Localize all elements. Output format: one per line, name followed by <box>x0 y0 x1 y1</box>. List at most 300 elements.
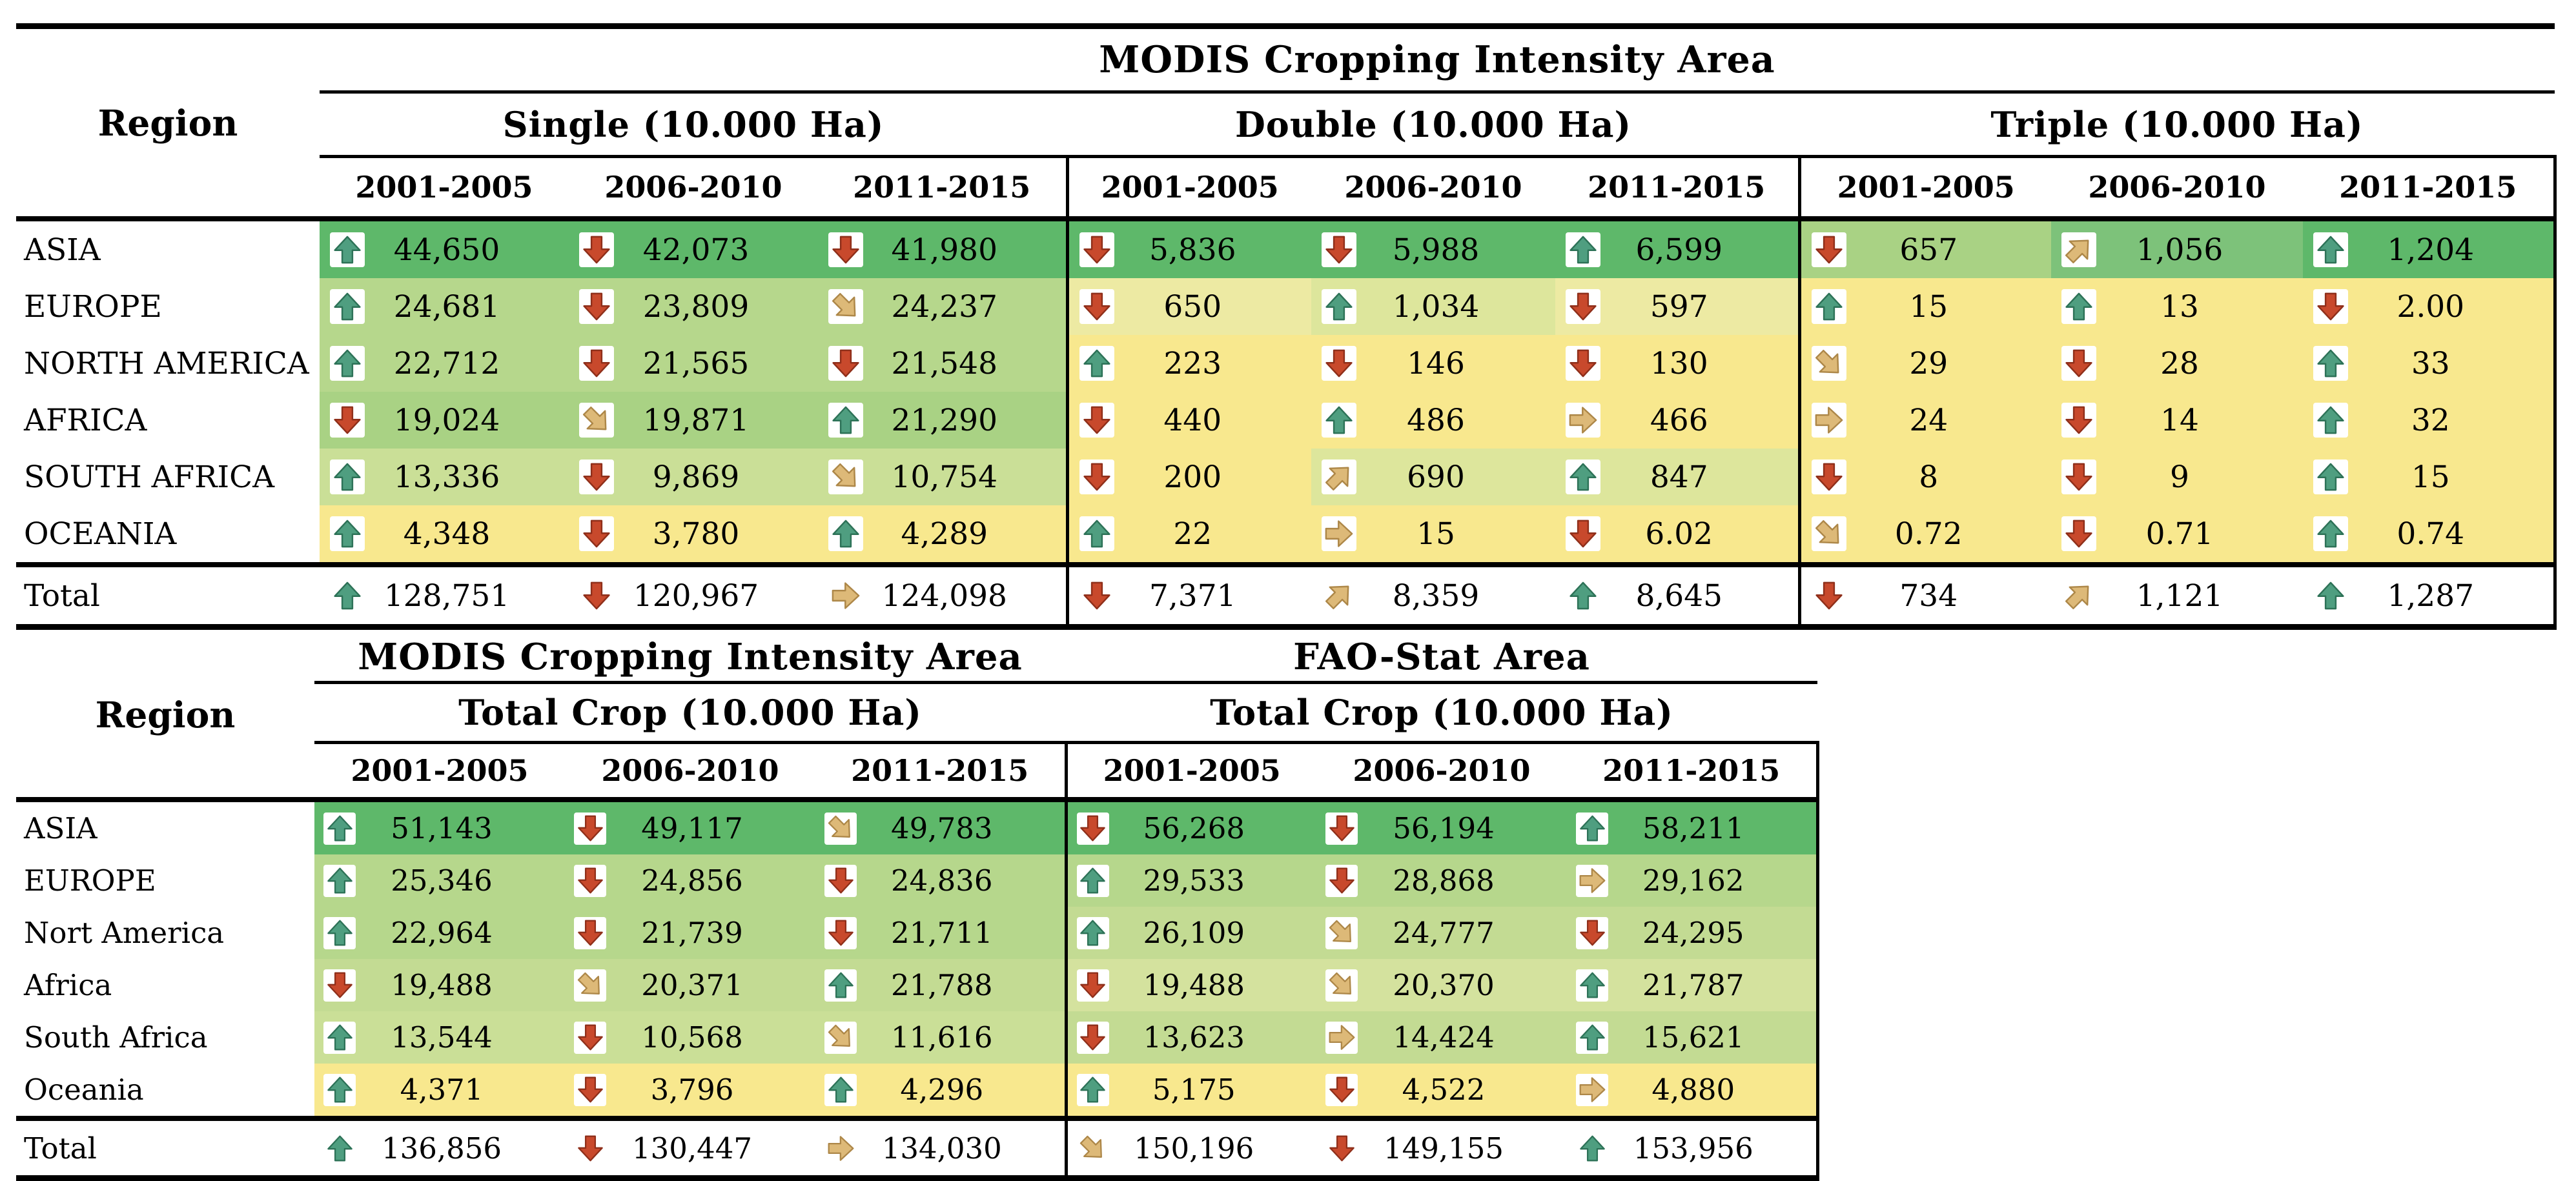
trend-up-icon <box>323 813 356 845</box>
cell-value: 0.71 <box>2145 516 2214 552</box>
cell-value: 24 <box>1909 402 1948 438</box>
trend-down-icon <box>1079 459 1114 494</box>
cell-value: 26,109 <box>1143 916 1245 950</box>
data-cell <box>314 800 565 854</box>
data-cell <box>1316 1118 1567 1178</box>
cell-content <box>1068 811 1317 845</box>
table-row <box>16 278 2555 335</box>
cell-value: 0.74 <box>2397 516 2465 552</box>
trend-down-right-icon <box>824 813 857 845</box>
data-cell <box>1555 505 1799 565</box>
cell-content <box>1316 1020 1567 1055</box>
data-cell <box>2051 505 2303 565</box>
data-cell <box>1067 449 1311 505</box>
cell-content <box>314 1131 565 1166</box>
cell-content <box>320 289 569 325</box>
data-cell <box>1311 565 1555 627</box>
data-cell <box>818 505 1067 565</box>
cell-value: 15 <box>1909 288 1948 325</box>
cell-content <box>1801 232 2052 268</box>
trend-down-right-icon <box>1077 1132 1109 1164</box>
data-cell <box>565 907 815 959</box>
cell-content <box>1311 578 1555 614</box>
data-cell <box>569 449 818 505</box>
period-header: 2001-2005 <box>320 157 569 219</box>
cell-value: 124,098 <box>881 578 1007 614</box>
cell-value: 4,296 <box>900 1073 984 1107</box>
cell-content <box>1311 289 1555 325</box>
cell-content <box>1068 1131 1317 1166</box>
cell-value: 150,196 <box>1134 1131 1254 1166</box>
cell-content <box>314 968 565 1002</box>
cell-value: 22,712 <box>393 345 500 381</box>
data-cell <box>1316 1064 1567 1118</box>
table-title: MODIS Cropping Intensity Area <box>320 26 2555 92</box>
trend-up-icon <box>1576 1022 1608 1054</box>
data-cell <box>815 1011 1066 1064</box>
cell-content <box>1555 289 1798 325</box>
data-cell <box>2051 335 2303 392</box>
trend-down-right-icon <box>1812 346 1846 381</box>
trend-up-icon <box>1077 1074 1109 1106</box>
trend-up-icon <box>330 289 365 324</box>
data-cell <box>565 854 815 907</box>
trend-up-icon <box>330 578 365 613</box>
trend-up-icon <box>323 1132 356 1164</box>
table-row <box>16 505 2555 565</box>
cell-content <box>1801 516 2052 552</box>
data-cell <box>2303 565 2555 627</box>
cell-value: 10,568 <box>641 1020 743 1055</box>
total-crop-comparison-table <box>16 632 1819 1181</box>
data-cell <box>1799 219 2051 278</box>
cell-value: 11,616 <box>891 1020 993 1055</box>
data-cell <box>815 854 1066 907</box>
cell-content <box>569 403 818 438</box>
cell-content <box>1316 968 1567 1002</box>
trend-right-icon <box>1576 1074 1608 1106</box>
region-label: AFRICA <box>16 392 320 449</box>
cell-content <box>320 403 569 438</box>
cell-value: 21,787 <box>1642 968 1744 1002</box>
cell-content <box>314 863 565 898</box>
cell-content <box>815 1131 1065 1166</box>
data-cell <box>818 449 1067 505</box>
trend-right-icon <box>824 1132 857 1164</box>
data-cell <box>2303 335 2555 392</box>
data-cell <box>1066 959 1316 1011</box>
period-header: 2006-2010 <box>569 157 818 219</box>
cell-content <box>569 516 818 552</box>
cell-content <box>1567 1020 1816 1055</box>
cell-value: 223 <box>1163 345 1222 381</box>
cell-value: 20,370 <box>1393 968 1495 1002</box>
period-header: 2006-2010 <box>565 743 815 800</box>
trend-down-icon <box>1325 865 1358 897</box>
cell-value: 1,121 <box>2136 578 2223 614</box>
data-cell <box>1067 565 1311 627</box>
cell-content <box>314 1020 565 1055</box>
data-cell <box>565 1118 815 1178</box>
trend-down-icon <box>579 289 614 324</box>
total-label: Total <box>16 565 320 627</box>
cell-value: 200 <box>1163 459 1222 495</box>
cell-content <box>2303 232 2553 268</box>
cell-content <box>569 459 818 495</box>
region-label: ASIA <box>16 800 314 854</box>
cell-content <box>818 346 1066 381</box>
data-cell <box>2051 278 2303 335</box>
cell-content <box>314 916 565 950</box>
modis-cropping-intensity-table <box>16 23 2557 630</box>
cell-value: 28 <box>2160 345 2199 381</box>
cell-content <box>1801 346 2052 381</box>
cell-value: 13 <box>2160 288 2199 325</box>
cell-content <box>1069 578 1312 614</box>
data-cell <box>818 565 1067 627</box>
table-row <box>16 1011 1817 1064</box>
data-cell <box>815 800 1066 854</box>
cell-content <box>320 232 569 268</box>
table-row <box>16 219 2555 278</box>
trend-down-icon <box>574 865 606 897</box>
cell-value: 146 <box>1407 345 1465 381</box>
cell-content <box>2303 403 2553 438</box>
data-cell <box>314 1064 565 1118</box>
cell-value: 14 <box>2160 402 2199 438</box>
data-cell <box>565 1011 815 1064</box>
cell-content <box>569 578 818 614</box>
cell-value: 4,880 <box>1651 1073 1735 1107</box>
cell-content <box>565 1131 815 1166</box>
cell-value: 24,237 <box>891 288 997 325</box>
cell-value: 1,204 <box>2387 232 2475 268</box>
data-cell <box>2051 392 2303 449</box>
trend-down-icon <box>2061 346 2096 381</box>
data-cell <box>1311 278 1555 335</box>
table-row <box>16 854 1817 907</box>
trend-down-icon <box>1325 813 1358 845</box>
cell-value: 6,599 <box>1635 232 1723 268</box>
cell-content <box>314 811 565 845</box>
table-row <box>16 335 2555 392</box>
data-cell <box>1555 392 1799 449</box>
trend-up-icon <box>330 516 365 551</box>
data-cell <box>2303 219 2555 278</box>
period-header: 2011-2015 <box>1567 743 1817 800</box>
cell-content <box>1311 346 1555 381</box>
cell-content <box>1069 459 1312 495</box>
cell-content <box>1316 863 1567 898</box>
cell-content <box>2303 346 2553 381</box>
cell-content <box>815 916 1065 950</box>
cell-value: 657 <box>1899 232 1958 268</box>
data-cell <box>1316 959 1567 1011</box>
trend-up-icon <box>323 1022 356 1054</box>
cell-value: 56,268 <box>1143 811 1245 845</box>
data-cell <box>314 854 565 907</box>
total-label: Total <box>16 1118 314 1178</box>
trend-down-right-icon <box>574 969 606 1002</box>
table-row <box>16 392 2555 449</box>
trend-up-icon <box>828 516 863 551</box>
region-label: Oceania <box>16 1064 314 1118</box>
cell-value: 134,030 <box>881 1131 1002 1166</box>
data-cell <box>565 800 815 854</box>
data-cell <box>1555 449 1799 505</box>
cell-value: 1,034 <box>1392 288 1480 325</box>
trend-up-icon <box>323 1074 356 1106</box>
data-cell <box>818 278 1067 335</box>
cell-value: 24,295 <box>1642 916 1744 950</box>
data-cell <box>1799 449 2051 505</box>
data-cell <box>2303 449 2555 505</box>
data-cell <box>1555 278 1799 335</box>
trend-right-icon <box>1325 1022 1358 1054</box>
cell-value: 29,533 <box>1143 863 1245 898</box>
cell-content <box>818 232 1066 268</box>
cell-value: 486 <box>1407 402 1465 438</box>
region-label: OCEANIA <box>16 505 320 565</box>
cell-value: 19,488 <box>391 968 493 1002</box>
data-cell <box>569 219 818 278</box>
data-cell <box>1567 800 1817 854</box>
trend-down-icon <box>828 346 863 381</box>
period-header: 2011-2015 <box>818 157 1067 219</box>
trend-down-icon <box>2061 403 2096 438</box>
region-column-header: Region <box>16 26 320 219</box>
table-row <box>16 959 1817 1011</box>
trend-down-icon <box>1325 1132 1358 1164</box>
cell-value: 0.72 <box>1894 516 1963 552</box>
cell-value: 10,754 <box>891 459 997 495</box>
cell-content <box>320 516 569 552</box>
cell-content <box>1567 863 1816 898</box>
trend-down-right-icon <box>1812 516 1846 551</box>
cell-content <box>565 1073 815 1107</box>
data-cell <box>1067 392 1311 449</box>
trend-down-icon <box>1077 1022 1109 1054</box>
trend-up-icon <box>1322 403 1356 438</box>
cell-content <box>314 1073 565 1107</box>
data-cell <box>569 335 818 392</box>
cell-value: 22 <box>1173 516 1212 552</box>
trend-up-icon <box>2313 403 2348 438</box>
cell-content <box>2303 459 2553 495</box>
cell-value: 128,751 <box>383 578 510 614</box>
group-header: Total Crop (10.000 Ha) <box>314 683 1066 743</box>
data-cell <box>1066 907 1316 959</box>
cell-content <box>1316 1073 1567 1107</box>
cell-content <box>1801 289 2052 325</box>
cell-content <box>1555 403 1798 438</box>
data-cell <box>1567 907 1817 959</box>
cell-content <box>565 811 815 845</box>
data-cell <box>1067 219 1311 278</box>
data-cell <box>1799 565 2051 627</box>
cell-content <box>1567 1073 1816 1107</box>
cell-value: 847 <box>1650 459 1708 495</box>
trend-down-icon <box>1566 289 1600 324</box>
group-header: Total Crop (10.000 Ha) <box>1066 683 1817 743</box>
trend-up-icon <box>1322 289 1356 324</box>
cell-value: 21,565 <box>642 345 750 381</box>
cell-value: 19,024 <box>393 402 500 438</box>
cell-value: 4,371 <box>400 1073 484 1107</box>
trend-down-icon <box>1812 232 1846 267</box>
cell-value: 21,788 <box>891 968 993 1002</box>
cell-value: 3,780 <box>652 516 740 552</box>
cell-value: 440 <box>1163 402 1222 438</box>
trend-down-icon <box>579 516 614 551</box>
cell-value: 21,290 <box>891 402 997 438</box>
trend-down-icon <box>1079 403 1114 438</box>
data-cell <box>314 1118 565 1178</box>
cell-content <box>1068 1020 1317 1055</box>
cell-value: 5,175 <box>1152 1073 1236 1107</box>
trend-down-icon <box>1077 813 1109 845</box>
table-row <box>16 1064 1817 1118</box>
data-cell <box>1316 907 1567 959</box>
cell-value: 42,073 <box>642 232 750 268</box>
trend-down-icon <box>2061 459 2096 494</box>
trend-down-icon <box>579 346 614 381</box>
cell-content <box>818 403 1066 438</box>
cell-value: 29 <box>1909 345 1948 381</box>
data-cell <box>1567 959 1817 1011</box>
trend-up-icon <box>1566 459 1600 494</box>
cell-content <box>1069 516 1312 552</box>
trend-up-icon <box>2313 516 2348 551</box>
data-cell <box>565 959 815 1011</box>
cell-content <box>815 1020 1065 1055</box>
cell-value: 44,650 <box>393 232 500 268</box>
trend-down-icon <box>1325 1074 1358 1106</box>
trend-up-icon <box>1576 969 1608 1002</box>
trend-up-icon <box>1077 865 1109 897</box>
data-cell <box>1316 800 1567 854</box>
cell-value: 6.02 <box>1645 516 1713 552</box>
cell-value: 4,522 <box>1402 1073 1486 1107</box>
trend-up-icon <box>1576 1132 1608 1164</box>
cell-content <box>1316 1131 1567 1166</box>
data-cell <box>320 449 569 505</box>
cell-value: 734 <box>1899 578 1958 614</box>
trend-down-right-icon <box>824 1022 857 1054</box>
cell-value: 13,336 <box>393 459 500 495</box>
cell-content <box>1311 516 1555 552</box>
data-cell <box>2303 505 2555 565</box>
trend-down-icon <box>574 1074 606 1106</box>
cell-value: 8,645 <box>1635 578 1723 614</box>
cell-value: 21,711 <box>891 916 993 950</box>
data-cell <box>815 907 1066 959</box>
cell-value: 33 <box>2411 345 2450 381</box>
cell-value: 24,856 <box>641 863 743 898</box>
cell-value: 56,194 <box>1393 811 1495 845</box>
cell-value: 22,964 <box>391 916 493 950</box>
trend-up-icon <box>330 459 365 494</box>
cell-value: 49,783 <box>891 811 993 845</box>
cell-content <box>565 968 815 1002</box>
trend-up-icon <box>824 1074 857 1106</box>
table-row <box>16 907 1817 959</box>
cell-value: 8 <box>1919 459 1939 495</box>
cell-content <box>1311 403 1555 438</box>
data-cell <box>815 1064 1066 1118</box>
data-cell <box>1066 854 1316 907</box>
cell-value: 15 <box>2411 459 2450 495</box>
cell-content <box>815 811 1065 845</box>
cell-content <box>1069 403 1312 438</box>
data-cell <box>569 278 818 335</box>
trend-up-icon <box>1812 289 1846 324</box>
data-cell <box>320 565 569 627</box>
cell-value: 21,548 <box>891 345 997 381</box>
cell-content <box>818 516 1066 552</box>
table-row <box>16 800 1817 854</box>
total-row <box>16 565 2555 627</box>
cell-value: 32 <box>2411 402 2450 438</box>
data-cell <box>569 565 818 627</box>
data-cell <box>1066 1118 1316 1178</box>
cell-content <box>1555 346 1798 381</box>
data-cell <box>314 959 565 1011</box>
data-cell <box>1567 1064 1817 1118</box>
cell-content <box>565 916 815 950</box>
data-cell <box>1555 565 1799 627</box>
cell-content <box>1567 916 1816 950</box>
cell-content <box>1311 459 1555 495</box>
trend-down-icon <box>579 459 614 494</box>
data-cell <box>815 959 1066 1011</box>
trend-down-icon <box>574 1022 606 1054</box>
trend-down-icon <box>1812 578 1846 613</box>
trend-up-icon <box>330 232 365 267</box>
cell-value: 4,348 <box>403 516 491 552</box>
t1-body <box>16 219 2555 627</box>
trend-up-right-icon <box>2061 578 2096 613</box>
trend-up-icon <box>2061 289 2096 324</box>
data-cell <box>1567 1011 1817 1064</box>
data-cell <box>1066 1011 1316 1064</box>
trend-up-icon <box>1566 232 1600 267</box>
data-cell <box>314 907 565 959</box>
cell-content <box>2051 578 2303 614</box>
trend-right-icon <box>1576 865 1608 897</box>
trend-up-icon <box>330 346 365 381</box>
trend-down-icon <box>1079 289 1114 324</box>
trend-up-right-icon <box>2061 232 2096 267</box>
table-title: FAO-Stat Area <box>1066 632 1817 683</box>
trend-down-right-icon <box>828 289 863 324</box>
cell-value: 9 <box>2170 459 2189 495</box>
period-header: 2001-2005 <box>1799 157 2051 219</box>
cell-content <box>1801 459 2052 495</box>
period-header: 2006-2010 <box>1316 743 1567 800</box>
t1-header <box>16 26 2555 219</box>
trend-down-icon <box>1322 232 1356 267</box>
cell-content <box>320 578 569 614</box>
region-label: ASIA <box>16 219 320 278</box>
data-cell <box>1067 278 1311 335</box>
trend-up-icon <box>1576 813 1608 845</box>
cell-value: 21,739 <box>641 916 743 950</box>
trend-right-icon <box>1812 403 1846 438</box>
cell-content <box>2303 289 2553 325</box>
trend-right-icon <box>1322 516 1356 551</box>
cell-value: 24,777 <box>1393 916 1495 950</box>
